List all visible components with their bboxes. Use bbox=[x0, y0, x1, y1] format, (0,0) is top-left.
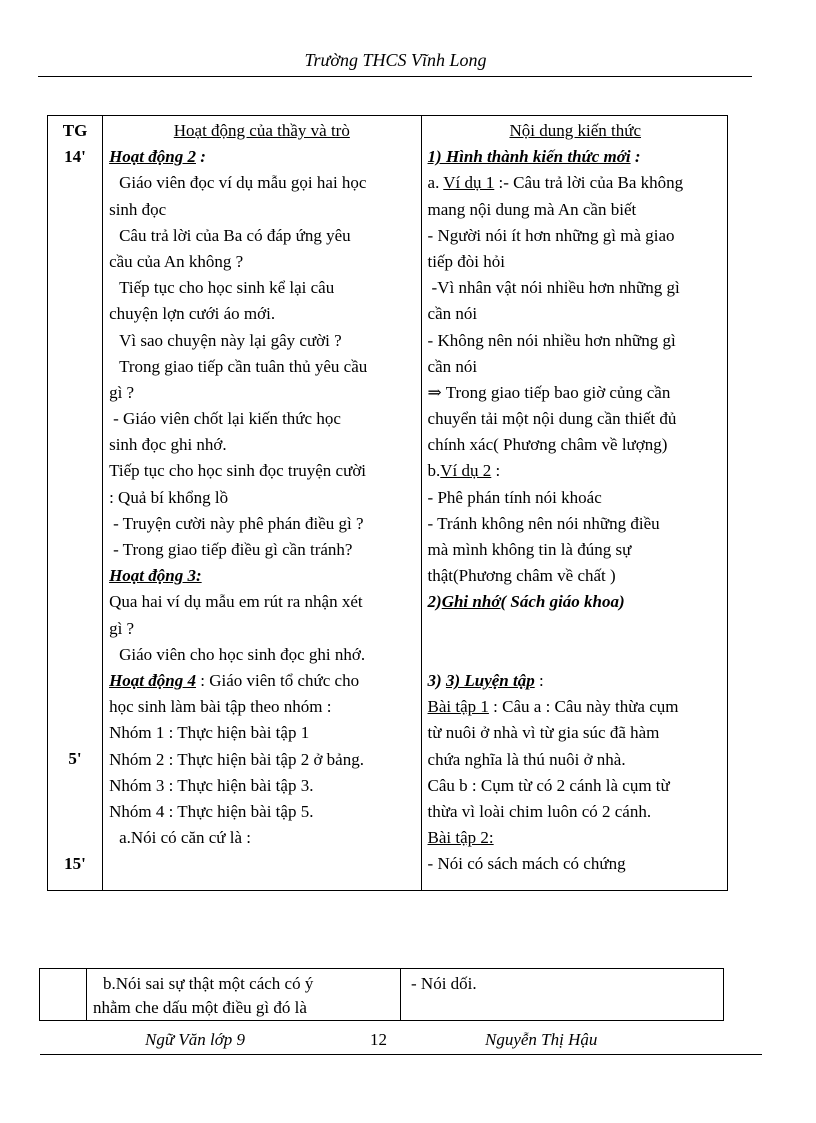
activity-line: gì ? bbox=[109, 382, 135, 402]
time-activity-4: 15' bbox=[64, 853, 86, 873]
heading-activity-2: Hoạt động 2 bbox=[109, 147, 196, 167]
footer-divider bbox=[40, 1054, 762, 1055]
activity-line: Nhóm 2 : Thực hiện bài tập 2 ở bảng. bbox=[109, 749, 364, 769]
content-line: - Nói có sách mách có chứng bbox=[427, 854, 626, 874]
activity-line: chuyện lợn cưới áo mới. bbox=[109, 304, 276, 324]
lesson-table bbox=[47, 115, 728, 891]
heading-activity-4: Hoạt động 4 bbox=[109, 670, 196, 690]
content-line: - Không nên nói nhiều hơn những gì bbox=[427, 330, 676, 350]
activity-line: : Quả bí khổng lồ bbox=[109, 487, 229, 507]
content-line: thật(Phương châm về chất ) bbox=[427, 566, 616, 586]
continuation-time-cell bbox=[40, 969, 87, 1021]
content-line: thừa vì loài chim luôn có 2 cánh. bbox=[427, 801, 652, 821]
time-column bbox=[48, 116, 103, 891]
activity-line: Qua hai ví dụ mẫu em rút ra nhận xét bbox=[109, 592, 363, 612]
col-header-activity: Hoạt động của thầy và trò bbox=[173, 121, 350, 140]
continuation-table bbox=[39, 968, 724, 1021]
time-activity-2: 14' bbox=[64, 147, 86, 167]
example-1-label: Ví dụ 1 bbox=[443, 173, 495, 193]
content-line: ⇒ Trong giao tiếp bao giờ củng cần bbox=[427, 382, 671, 402]
activity-line: b.Nói sai sự thật một cách có ý bbox=[103, 974, 314, 993]
continuation-content-cell bbox=[401, 969, 724, 1021]
activity-line: Nhóm 1 : Thực hiện bài tập 1 bbox=[109, 723, 310, 743]
content-line: chuyển tải một nội dung cần thiết đủ bbox=[427, 409, 677, 429]
activity-column: Hoạt động của thầy và trò Hoạt động 2 : Giáo viên đọc ví dụ mẫu gọi hai học sinh đọc Câu trả lời của Ba có đáp ứng yêu cầu của An không ? Tiếp tục cho học sinh kể lại câu chuyện lợn cưới áo mới. Vì sao chuyện này lại gây cười ? Trong giao tiếp cần tuân thủ yêu cầu gì ? - Giáo viên chốt lại kiến thức học sinh đọc ghi nhớ. Tiếp tục cho học sinh đọc truyện cười : Quả bí khổng lồ - Truyện cười này phê phán điều gì ? - Trong giao tiếp điều gì cần tránh? Hoạt động 3: Qua hai ví dụ mẫu em rút ra nhận xét gì ? Giáo viên cho học sinh đọc ghi nhớ. Hoạt động 4 : Giáo viên tổ chức cho học sinh làm bài tập theo nhóm : Nhóm 1 : Thực hiện bài tập 1 Nhóm 2 : Thực hiện bài tập 2 ở bảng. Nhóm 3 : Thực hiện bài tập 3. Nhóm 4 : Thực hiện bài tập 5. a.Nói có căn cứ là : bbox=[103, 116, 421, 891]
activity-line: Nhóm 3 : Thực hiện bài tập 3. bbox=[109, 775, 314, 795]
continuation-activity-cell bbox=[87, 969, 401, 1021]
col-header-time: TG bbox=[62, 121, 88, 140]
content-line: - Tránh không nên nói những điều bbox=[427, 513, 660, 533]
activity-line: - Truyện cười này phê phán điều gì ? bbox=[113, 513, 364, 533]
content-line: - Nói dối. bbox=[411, 974, 477, 993]
content-line: mang nội dung mà An cần biết bbox=[427, 199, 637, 219]
header-divider bbox=[38, 76, 752, 77]
exercise-2-label: Bài tập 2: bbox=[427, 828, 494, 848]
content-line: Câu b : Cụm từ có 2 cánh là cụm từ bbox=[427, 775, 670, 795]
section-heading-1: 1) Hình thành kiến thức mới bbox=[427, 147, 631, 167]
activity-line: Giáo viên đọc ví dụ mẫu gọi hai học bbox=[119, 173, 367, 193]
activity-line: Tiếp tục cho học sinh kể lại câu bbox=[119, 278, 335, 298]
activity-line: nhằm che dấu một điều gì đó là bbox=[93, 998, 307, 1017]
activity-line: Câu trả lời của Ba có đáp ứng yêu bbox=[119, 225, 351, 245]
content-column: Nội dung kiến thức 1) Hình thành kiến thức mới : a. Ví dụ 1 :- Câu trả lời của Ba không mang nội dung mà An cần biết - Người nói ít hơn những gì mà giao tiếp đòi hỏi -Vì nhân vật nói nhiều hơn những gì cần nói - Không nên nói nhiều hơn những gì cần nói ⇒ Trong giao tiếp bao giờ củng cần chuyển tải một nội dung cần thiết đủ chính xác( Phương châm về lượng) b.Ví dụ 2 : - Phê phán tính nói khoác - Tránh không nên nói những điều mà mình không tin là đúng sự thật(Phương châm về chất ) 2)Ghi nhớ( Sách giáo khoa) 3) 3) Luyện tập : Bài tập 1 : Câu a : Câu này thừa cụm từ nuôi ở nhà vì từ gia súc đã hàm chứa nghĩa là thú nuôi ở nhà. Câu b : Cụm từ có 2 cánh là cụm từ thừa vì loài chim luôn có 2 cánh. Bài tập 2: - Nói có sách mách có chứng bbox=[421, 116, 727, 891]
content-line: chính xác( Phương châm về lượng) bbox=[427, 435, 668, 455]
activity-line: sinh đọc ghi nhớ. bbox=[109, 435, 227, 455]
activity-line: cầu của An không ? bbox=[109, 251, 244, 271]
content-line: - Người nói ít hơn những gì mà giao bbox=[427, 225, 675, 245]
time-activity-3: 5' bbox=[68, 749, 82, 769]
activity-line: - Giáo viên chốt lại kiến thức học bbox=[113, 409, 341, 429]
heading-activity-3: Hoạt động 3: bbox=[109, 566, 202, 586]
content-line: tiếp đòi hỏi bbox=[427, 251, 505, 271]
content-line: cần nói bbox=[427, 356, 478, 376]
footer-author: Nguyễn Thị Hậu bbox=[485, 1030, 598, 1049]
section-heading-3: 3) Luyện tập bbox=[445, 670, 535, 690]
content-line: chứa nghĩa là thú nuôi ở nhà. bbox=[427, 749, 626, 769]
activity-line: Tiếp tục cho học sinh đọc truyện cười bbox=[109, 461, 367, 481]
activity-line: a.Nói có căn cứ là : bbox=[119, 828, 252, 848]
content-line: -Vì nhân vật nói nhiều hơn những gì bbox=[431, 278, 680, 298]
content-line: từ nuôi ở nhà vì từ gia súc đã hàm bbox=[427, 723, 660, 743]
activity-line: Vì sao chuyện này lại gây cười ? bbox=[119, 330, 342, 350]
content-line: - Phê phán tính nói khoác bbox=[427, 487, 602, 507]
activity-line: - Trong giao tiếp điều gì cần tránh? bbox=[113, 540, 353, 559]
section-heading-2: Ghi nhớ bbox=[441, 592, 501, 612]
activity-line: Nhóm 4 : Thực hiện bài tập 5. bbox=[109, 801, 314, 821]
activity-line: học sinh làm bài tập theo nhóm : bbox=[109, 697, 332, 717]
activity-line: sinh đọc bbox=[109, 199, 167, 219]
example-2-label: Ví dụ 2 bbox=[440, 461, 492, 481]
content-line: cần nói bbox=[427, 304, 478, 324]
content-line: mà mình không tin là đúng sự bbox=[427, 540, 632, 559]
page-header-school: Trường THCS Vĩnh Long bbox=[304, 50, 487, 70]
activity-line: Giáo viên cho học sinh đọc ghi nhớ. bbox=[119, 644, 366, 664]
col-header-content: Nội dung kiến thức bbox=[509, 121, 642, 140]
activity-line: Trong giao tiếp cần tuân thủ yêu cầu bbox=[119, 356, 368, 376]
footer-subject: Ngữ Văn lớp 9 bbox=[145, 1030, 246, 1049]
exercise-1-label: Bài tập 1 bbox=[427, 697, 489, 717]
footer-page-number: 12 bbox=[370, 1030, 387, 1049]
activity-line: gì ? bbox=[109, 618, 135, 638]
